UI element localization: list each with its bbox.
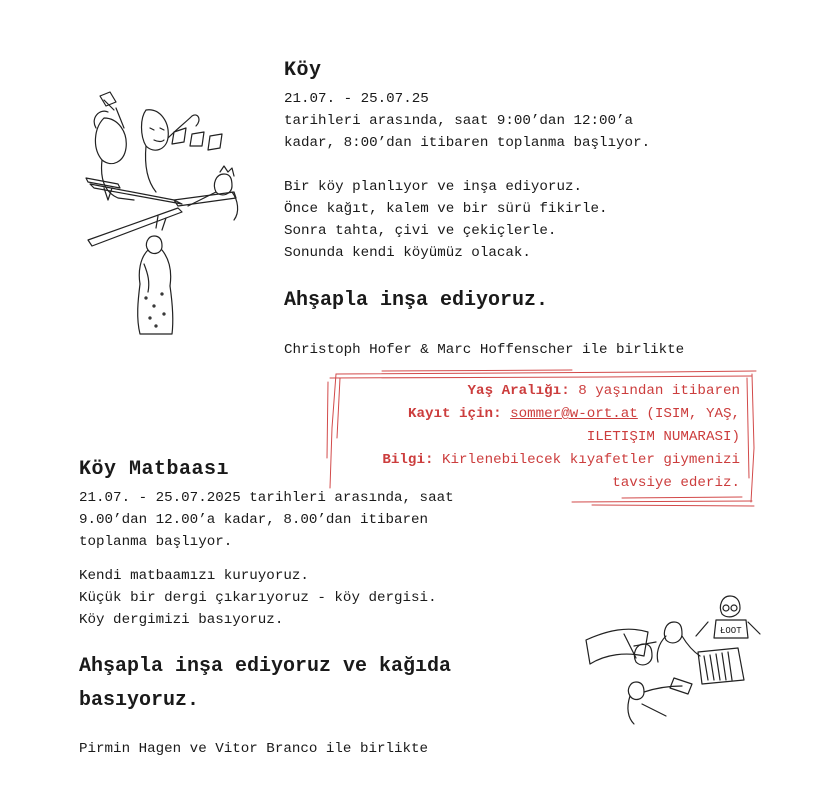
info-label: Bilgi: bbox=[382, 452, 434, 468]
register-value: (ISIM, YAŞ, bbox=[646, 406, 740, 422]
schedule-line: kadar, 8:00’dan itibaren toplanma başlıyor. bbox=[284, 135, 651, 151]
children-printing-illustration bbox=[578, 586, 778, 726]
schedule-line: 21.07. - 25.07.2025 tarihleri arasında, saat bbox=[79, 490, 454, 506]
section-print-title: Köy Matbaası bbox=[79, 458, 230, 481]
section-village-headline: Ahşapla inşa ediyoruz. bbox=[284, 289, 549, 312]
register-label: Kayıt için: bbox=[407, 406, 502, 422]
schedule-line: tarihleri arasında, saat 9:00’dan 12:00’a bbox=[284, 113, 634, 129]
description-line: Küçük bir dergi çıkarıyoruz - köy dergisi. bbox=[79, 590, 437, 606]
schedule-line: 21.07. - 25.07.25 bbox=[284, 91, 429, 107]
info-box-text bbox=[382, 380, 740, 495]
headline-line: basıyoruz. bbox=[79, 689, 200, 712]
description-line: Kendi matbaamızı kuruyoruz. bbox=[79, 568, 309, 584]
print-shirt-text: ŁOOT bbox=[720, 626, 742, 636]
section-print-schedule bbox=[79, 487, 454, 553]
age-label: Yaş Aralığı: bbox=[467, 383, 570, 399]
section-village-schedule bbox=[284, 88, 650, 154]
description-line: Köy dergimizi basıyoruz. bbox=[79, 612, 284, 628]
description-line: Önce kağıt, kalem ve bir sürü fikirle. bbox=[284, 201, 608, 217]
children-building-wood-illustration bbox=[74, 88, 258, 340]
register-value-continued: ILETIŞIM NUMARASI) bbox=[586, 429, 740, 445]
schedule-line: 9.00’dan 12.00’a kadar, 8.00’dan itibaren bbox=[79, 512, 429, 528]
info-value-continued: tavsiye ederiz. bbox=[612, 475, 740, 491]
section-print-headline bbox=[79, 650, 451, 718]
section-print-description bbox=[79, 565, 437, 631]
section-print-credit: Pirmin Hagen ve Vitor Branco ile birlikte bbox=[79, 741, 429, 757]
age-value: 8 yaşından itibaren bbox=[578, 383, 740, 399]
description-line: Sonra tahta, çivi ve çekiçlerle. bbox=[284, 223, 557, 239]
description-line: Sonunda kendi köyümüz olacak. bbox=[284, 245, 531, 261]
schedule-line: toplanma başlıyor. bbox=[79, 534, 233, 550]
headline-line: Ahşapla inşa ediyoruz ve kağıda bbox=[79, 655, 452, 678]
section-village-description bbox=[284, 176, 608, 264]
description-line: Bir köy planlıyor ve inşa ediyoruz. bbox=[284, 179, 582, 195]
section-village-credit: Christoph Hofer & Marc Hoffenscher ile birlikte bbox=[284, 342, 685, 358]
section-village-title: Köy bbox=[284, 59, 322, 82]
info-value: Kirlenebilecek kıyafetler giymenizi bbox=[442, 452, 740, 468]
register-email-link[interactable]: sommer@w-ort.at bbox=[510, 406, 638, 422]
